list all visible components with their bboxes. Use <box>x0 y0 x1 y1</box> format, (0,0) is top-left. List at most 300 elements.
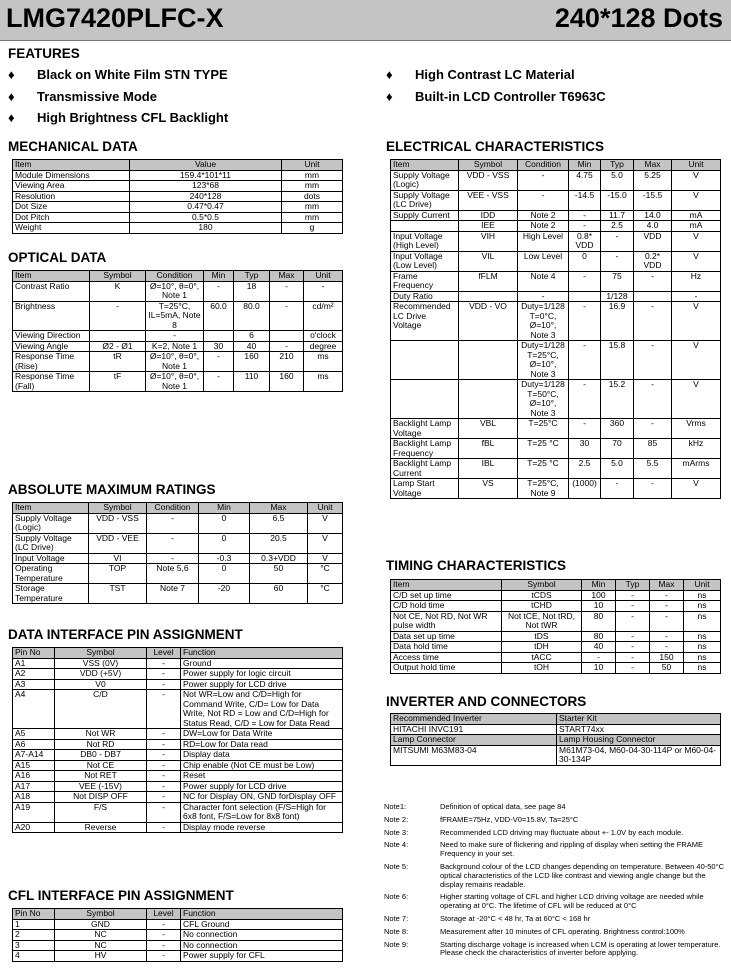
table-cell: 60.0 <box>204 301 234 331</box>
table-row <box>13 822 343 833</box>
table-cell: Character font selection (F/S=High for 6x8 font, F/S=Low for 8x8 font) <box>181 802 343 822</box>
table-cell: Input Voltage (High Level) <box>391 231 459 251</box>
table-cell: V <box>308 553 343 564</box>
table-cell: Max <box>270 271 304 282</box>
table-cell: HITACHI INVC191 <box>391 724 557 735</box>
table-row <box>13 669 343 680</box>
table-cell: -14.5 <box>569 190 601 210</box>
table-cell: No connection <box>181 940 343 951</box>
table-cell: 123*68 <box>130 181 282 192</box>
table-cell <box>459 341 518 380</box>
table-cell: 0.8* VDD <box>569 231 601 251</box>
table-cell: 80 <box>582 611 616 631</box>
table-cell: Starter Kit <box>557 714 721 725</box>
table-cell: VDD - VSS <box>89 513 147 533</box>
table-cell: Dot Size <box>13 202 130 213</box>
table-cell: Unit <box>304 271 343 282</box>
table-cell: Frame Frequency <box>391 271 459 291</box>
table-cell: Value <box>130 160 282 171</box>
table-cell: 50 <box>250 564 308 584</box>
table-cell: 3 <box>13 940 55 951</box>
table-row <box>391 251 721 271</box>
table-cell: 5.0 <box>601 459 634 479</box>
table-cell: mArms <box>672 459 721 479</box>
table-row <box>13 951 343 962</box>
table-cell: - <box>569 380 601 419</box>
table-cell: T=25°C, IL=5mA, Note 8 <box>146 301 204 331</box>
table-cell: K=2, Note 1 <box>146 341 204 352</box>
table-cell: - <box>569 221 601 232</box>
table-cell <box>204 331 234 342</box>
table-cell: Not DISP OFF <box>55 792 147 803</box>
table-cell: Hz <box>672 271 721 291</box>
table-cell: ms <box>304 372 343 392</box>
table-row <box>391 631 721 642</box>
resolution-title: 240*128 Dots <box>554 3 723 33</box>
feature-item: ♦ High Contrast LC Material <box>386 67 575 82</box>
table-cell: 75 <box>601 271 634 291</box>
table-cell: ns <box>684 652 721 663</box>
feature-item: ♦ Built-in LCD Controller T6963C <box>386 89 606 104</box>
table-row <box>13 341 343 352</box>
table-cell: - <box>147 792 181 803</box>
inverter-title: INVERTER AND CONNECTORS <box>386 694 587 709</box>
table-cell: - <box>616 642 650 653</box>
table-cell: - <box>204 352 234 372</box>
table-cell: VBL <box>459 419 518 439</box>
absmax-title: ABSOLUTE MAXIMUM RATINGS <box>8 482 216 497</box>
table-row <box>391 190 721 210</box>
table-cell: C/D <box>55 690 147 729</box>
table-cell <box>90 331 146 342</box>
table-cell: 10 <box>582 663 616 674</box>
table-cell: Operating Temperature <box>13 564 89 584</box>
note-item <box>384 863 724 889</box>
table-cell: °C <box>308 564 343 584</box>
table-cell: 240*128 <box>130 191 282 202</box>
table-cell: - <box>569 210 601 221</box>
table-cell: VDD (+5V) <box>55 669 147 680</box>
table-cell: - <box>90 301 146 331</box>
table-cell: Supply Voltage (LC Drive) <box>391 190 459 210</box>
table-row <box>13 658 343 669</box>
table-cell: - <box>634 479 672 499</box>
table-cell: Ø=10°, θ=0°, Note 1 <box>146 372 204 392</box>
table-cell: Unit <box>684 580 721 591</box>
table-row <box>391 663 721 674</box>
table-cell: tDH <box>502 642 582 653</box>
table-row <box>391 170 721 190</box>
table-row <box>391 611 721 631</box>
table-cell: Function <box>181 648 343 659</box>
table-row <box>391 642 721 653</box>
table-cell: T=25 °C <box>518 459 569 479</box>
table-cell: VSS (0V) <box>55 658 147 669</box>
table-cell: 160 <box>234 352 270 372</box>
table-cell: V0 <box>55 679 147 690</box>
table-row <box>391 479 721 499</box>
bullet-icon: ♦ <box>8 67 15 82</box>
table-cell: A19 <box>13 802 55 822</box>
table-row <box>391 439 721 459</box>
table-cell: cd/m² <box>304 301 343 331</box>
table-cell: - <box>650 642 684 653</box>
table-cell: - <box>672 291 721 302</box>
table-cell: Condition <box>518 160 569 171</box>
table-cell: - <box>616 601 650 612</box>
table-cell: Item <box>391 160 459 171</box>
table-row <box>13 771 343 782</box>
table-cell: tF <box>90 372 146 392</box>
table-cell: tACC <box>502 652 582 663</box>
table-cell: Note 5,6 <box>147 564 199 584</box>
table-cell: -0.3 <box>199 553 250 564</box>
table-row <box>391 590 721 601</box>
feature-item: ♦ High Brightness CFL Backlight <box>8 110 229 125</box>
table-row <box>391 724 721 735</box>
table-cell <box>391 341 459 380</box>
table-cell: HV <box>55 951 147 962</box>
table-cell: Ø2 - Ø1 <box>90 341 146 352</box>
table-cell: - <box>634 341 672 380</box>
table-cell: degree <box>304 341 343 352</box>
table-cell: Viewing Direction <box>13 331 90 342</box>
note-label: Note 6: <box>384 892 409 902</box>
table-row <box>13 181 343 192</box>
table-cell: - <box>634 271 672 291</box>
feature-item: ♦ Black on White Film STN TYPE <box>8 67 228 82</box>
table-cell: 0 <box>199 533 250 553</box>
note-text: Recommended LCD driving may fluctuate about +- 1.0V by each module. <box>440 827 684 837</box>
table-cell: - <box>270 341 304 352</box>
table-cell: Lamp Connector <box>391 735 557 746</box>
table-cell: -15.0 <box>601 190 634 210</box>
table-cell: Module Dimensions <box>13 170 130 181</box>
table-cell: 80 <box>582 631 616 642</box>
table-cell: Min <box>199 503 250 514</box>
table-cell: Power supply for LCD drive <box>181 679 343 690</box>
timing-table <box>390 579 721 674</box>
table-cell: Data set up time <box>391 631 502 642</box>
table-row <box>13 564 343 584</box>
table-cell: - <box>147 658 181 669</box>
table-cell: V <box>672 251 721 271</box>
table-cell: 210 <box>270 352 304 372</box>
table-cell: Brightness <box>13 301 90 331</box>
table-row <box>391 341 721 380</box>
timing-title: TIMING CHARACTERISTICS <box>386 558 566 573</box>
table-cell: ns <box>684 631 721 642</box>
table-cell: Viewing Angle <box>13 341 90 352</box>
table-cell: Weight <box>13 223 130 234</box>
table-row <box>13 331 343 342</box>
table-cell: Contrast Ratio <box>13 281 90 301</box>
table-cell: VDD - VO <box>459 302 518 341</box>
table-cell: 2.5 <box>569 459 601 479</box>
table-cell: - <box>147 771 181 782</box>
table-cell: No connection <box>181 930 343 941</box>
table-cell: V <box>308 533 343 553</box>
table-row <box>13 802 343 822</box>
note-item <box>384 841 724 859</box>
table-cell: 0 <box>569 251 601 271</box>
table-row <box>13 584 343 604</box>
table-cell: 360 <box>601 419 634 439</box>
table-cell: Max <box>250 503 308 514</box>
table-cell: CFL Ground <box>181 919 343 930</box>
table-cell: - <box>601 479 634 499</box>
bullet-icon: ♦ <box>386 67 393 82</box>
table-cell: Supply Current <box>391 210 459 221</box>
table-cell: - <box>650 590 684 601</box>
table-cell: 2.5 <box>601 221 634 232</box>
table-row <box>13 781 343 792</box>
table-cell: ns <box>684 663 721 674</box>
table-cell: T=25 °C <box>518 439 569 459</box>
table-cell: A7-A14 <box>13 750 55 761</box>
table-cell: Access time <box>391 652 502 663</box>
note-item <box>384 829 724 838</box>
note-label: Note 2: <box>384 814 409 824</box>
table-cell: Storage Temperature <box>13 584 89 604</box>
table-cell: 30 <box>569 439 601 459</box>
table-cell: VIL <box>459 251 518 271</box>
table-header <box>13 909 343 920</box>
table-row <box>391 231 721 251</box>
table-cell: V <box>672 380 721 419</box>
table-cell: A17 <box>13 781 55 792</box>
table-row <box>13 372 343 392</box>
table-cell: 6 <box>234 331 270 342</box>
table-cell: VEE - VSS <box>459 190 518 210</box>
table-cell: - <box>569 271 601 291</box>
table-row <box>13 281 343 301</box>
table-cell: Resolution <box>13 191 130 202</box>
table-cell: Reset <box>181 771 343 782</box>
table-cell: g <box>282 223 343 234</box>
table-cell: IBL <box>459 459 518 479</box>
table-cell: fBL <box>459 439 518 459</box>
table-cell: Note 2 <box>518 221 569 232</box>
table-cell: °C <box>308 584 343 604</box>
table-cell: Power supply for CFL <box>181 951 343 962</box>
table-cell: 5.25 <box>634 170 672 190</box>
table-cell: - <box>569 341 601 380</box>
table-cell: 0.47*0.47 <box>130 202 282 213</box>
table-cell: 85 <box>634 439 672 459</box>
table-cell: - <box>270 301 304 331</box>
table-cell: 11.7 <box>601 210 634 221</box>
table-cell: 150 <box>650 652 684 663</box>
table-cell: - <box>270 281 304 301</box>
table-cell: A3 <box>13 679 55 690</box>
table-cell: T=25°C, Note 9 <box>518 479 569 499</box>
table-cell: Not WR=Low and C/D=High for Command Write, C/D= Low for Data Write, Not RD = Low and C/D=High for Status Read, C/D = Low for Data Read <box>181 690 343 729</box>
table-cell: - <box>147 951 181 962</box>
table-cell: tCDS <box>502 590 582 601</box>
table-cell: 0 <box>199 513 250 533</box>
table-cell: A4 <box>13 690 55 729</box>
table-row <box>13 919 343 930</box>
table-cell: - <box>518 170 569 190</box>
table-cell: 2 <box>13 930 55 941</box>
table-cell: Response Time (Rise) <box>13 352 90 372</box>
table-cell: fFLM <box>459 271 518 291</box>
table-cell: ms <box>304 352 343 372</box>
table-cell: 40 <box>234 341 270 352</box>
table-cell: Backlight Lamp Frequency <box>391 439 459 459</box>
table-cell: -15.5 <box>634 190 672 210</box>
table-cell: Symbol <box>502 580 582 591</box>
table-cell: ns <box>684 642 721 653</box>
table-cell: Not CE <box>55 760 147 771</box>
table-cell: - <box>147 781 181 792</box>
table-row <box>391 745 721 765</box>
table-cell <box>634 291 672 302</box>
pins-title: DATA INTERFACE PIN ASSIGNMENT <box>8 627 243 642</box>
table-cell <box>391 380 459 419</box>
table-cell <box>459 291 518 302</box>
table-cell: Duty=1/128 T=50°C, Ø=10°, Note 3 <box>518 380 569 419</box>
table-cell: M61M73-04, M60-04-30-114P or M60-04-30-134P <box>557 745 721 765</box>
table-cell <box>270 331 304 342</box>
table-cell: 15.2 <box>601 380 634 419</box>
table-cell: 60 <box>250 584 308 604</box>
table-cell: V <box>672 170 721 190</box>
table-cell: 14.0 <box>634 210 672 221</box>
table-cell: Low Level <box>518 251 569 271</box>
table-cell: - <box>601 231 634 251</box>
table-cell: - <box>147 822 181 833</box>
table-cell: Supply Voltage (Logic) <box>391 170 459 190</box>
table-row <box>391 302 721 341</box>
table-cell: - <box>616 663 650 674</box>
note-text: Measurement after 10 minutes of CFL operating. Brightness control:100% <box>440 926 685 936</box>
table-cell: - <box>147 690 181 729</box>
table-cell: Typ <box>616 580 650 591</box>
table-cell: 0.5*0.5 <box>130 212 282 223</box>
table-cell: ns <box>684 601 721 612</box>
table-cell: 10 <box>582 601 616 612</box>
note-text: Storage at -20°C < 48 hr, Ta at 60°C < 168 hr <box>440 913 591 923</box>
table-cell <box>569 291 601 302</box>
table-row <box>13 223 343 234</box>
table-cell: mm <box>282 170 343 181</box>
table-cell: VS <box>459 479 518 499</box>
table-cell: NC <box>55 940 147 951</box>
table-cell: 4.75 <box>569 170 601 190</box>
table-cell: 4 <box>13 951 55 962</box>
note-label: Note 8: <box>384 926 409 936</box>
table-cell: Duty=1/128 T=25°C, Ø=10°, Note 3 <box>518 341 569 380</box>
table-cell: START74xx <box>557 724 721 735</box>
table-row <box>13 553 343 564</box>
table-row <box>391 601 721 612</box>
table-row <box>13 513 343 533</box>
table-row <box>391 714 721 725</box>
table-cell: Symbol <box>90 271 146 282</box>
table-cell: GND <box>55 919 147 930</box>
table-cell: TOP <box>89 564 147 584</box>
table-cell: Item <box>13 503 89 514</box>
table-cell: VDD - VEE <box>89 533 147 553</box>
mechanical-title: MECHANICAL DATA <box>8 139 138 154</box>
table-cell: 110 <box>234 372 270 392</box>
table-cell: (1000) <box>569 479 601 499</box>
table-cell: - <box>147 553 199 564</box>
table-row <box>13 930 343 941</box>
cfl-title: CFL INTERFACE PIN ASSIGNMENT <box>8 888 234 903</box>
notes-list <box>384 803 724 962</box>
table-row <box>391 210 721 221</box>
table-cell: - <box>147 679 181 690</box>
table-cell: - <box>147 930 181 941</box>
note-label: Note 3: <box>384 827 409 837</box>
table-cell: mA <box>672 221 721 232</box>
table-cell: V <box>308 513 343 533</box>
note-text: fFRAME=75Hz, VDD-V0=15.8V, Ta=25°C <box>440 814 579 824</box>
cfl-table <box>12 908 343 962</box>
note-text: Background colour of the LCD changes depending on temperature. Between 40-50°C optical characteristics of the LCD like contrast and viewing angle change but the display remains readable. <box>440 861 725 889</box>
table-cell: 70 <box>601 439 634 459</box>
table-cell: - <box>147 919 181 930</box>
table-cell: C/D set up time <box>391 590 502 601</box>
table-cell: - <box>569 419 601 439</box>
table-cell: F/S <box>55 802 147 822</box>
model-title: LMG7420PLFC-X <box>6 3 224 33</box>
bullet-icon: ♦ <box>8 89 15 104</box>
table-cell: Condition <box>146 271 204 282</box>
table-cell: Condition <box>147 503 199 514</box>
mechanical-table <box>12 159 343 234</box>
table-cell: Not WR <box>55 729 147 740</box>
table-cell: kHz <box>672 439 721 459</box>
table-cell: 4.0 <box>634 221 672 232</box>
note-label: Note1: <box>384 802 407 811</box>
table-cell <box>459 380 518 419</box>
table-cell: Backlight Lamp Current <box>391 459 459 479</box>
table-cell: - <box>146 331 204 342</box>
table-cell: -20 <box>199 584 250 604</box>
table-cell: Output hold time <box>391 663 502 674</box>
table-cell: Symbol <box>55 909 147 920</box>
table-header <box>13 271 343 282</box>
table-cell: tOH <box>502 663 582 674</box>
table-cell: 80.0 <box>234 301 270 331</box>
table-cell: 0.2* VDD <box>634 251 672 271</box>
table-cell: 5.5 <box>634 459 672 479</box>
table-cell: Level <box>147 909 181 920</box>
table-cell: A15 <box>13 760 55 771</box>
table-cell: Chip enable (Not CE must be Low) <box>181 760 343 771</box>
table-cell: V <box>672 231 721 251</box>
note-text: Need to make sure of flickering and rippling of display when setting the FRAME Frequency in your set. <box>440 840 704 859</box>
table-cell: Data hold time <box>391 642 502 653</box>
table-cell: Not RD <box>55 739 147 750</box>
table-cell: Recommended LC Drive Voltage <box>391 302 459 341</box>
table-cell: 40 <box>582 642 616 653</box>
electrical-title: ELECTRICAL CHARACTERISTICS <box>386 139 605 154</box>
table-cell: NC for Display ON, GND forDisplay OFF <box>181 792 343 803</box>
note-text: Higher starting voltage of CFL and higher LCD driving voltage are needed while operating at 0°C. The lifetime of CFL will be reduced at 0°C <box>440 892 704 911</box>
table-cell: 50 <box>650 663 684 674</box>
table-cell: K <box>90 281 146 301</box>
table-cell: Symbol <box>89 503 147 514</box>
table-cell: 100 <box>582 590 616 601</box>
table-row <box>391 459 721 479</box>
table-cell: mm <box>282 181 343 192</box>
table-cell: Power supply for logic circuit <box>181 669 343 680</box>
